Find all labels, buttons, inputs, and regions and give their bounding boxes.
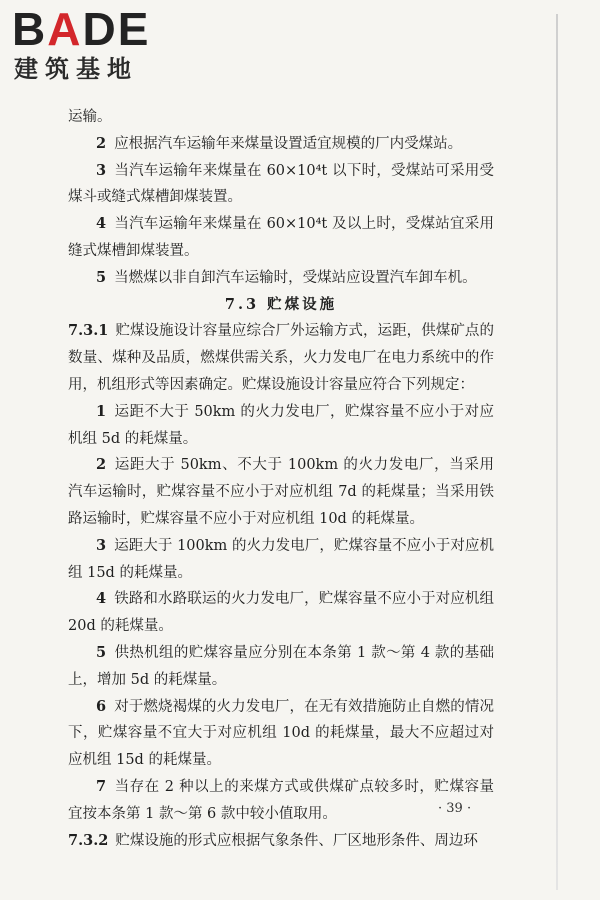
paragraph-item-2 [68, 131, 494, 158]
item-number: 5 [96, 643, 107, 661]
clause-number: 7.3.2 [68, 831, 109, 849]
page-number: · 39 · [438, 801, 472, 816]
paragraph-item-4 [68, 211, 494, 265]
item-number: 4 [96, 590, 107, 608]
item-text: 运距大于 50km、不大于 100km 的火力发电厂，当采用汽车运输时，贮煤容量不应小于对应机组 7d 的耗煤量；当采用铁路运输时，贮煤容量不应小于对应机组 10d 的耗煤量。 [68, 457, 494, 527]
clause-item-7 [68, 774, 494, 828]
item-number: 5 [96, 268, 107, 286]
paragraph-text: 应根据汽车运输年来煤量设置适宜规模的厂内受煤站。 [114, 135, 463, 152]
brand-logo [12, 4, 182, 84]
clause-item-6 [68, 694, 494, 774]
clause-item-1 [68, 399, 494, 453]
item-number: 1 [96, 402, 107, 420]
item-text: 供热机组的贮煤容量应分别在本条第 1 款～第 4 款的基础上，增加 5d 的耗煤量。 [68, 644, 494, 688]
logo-wordmark [12, 4, 182, 54]
logo-letter-a: A [47, 3, 83, 55]
paragraph-text: 运输。 [68, 109, 112, 125]
item-text: 铁路和水路联运的火力发电厂，贮煤容量不应小于对应机组 20d 的耗煤量。 [68, 591, 494, 635]
clause-7-3-2 [68, 828, 494, 855]
paragraph-item-3 [68, 158, 494, 212]
clause-item-3 [68, 533, 494, 587]
clause-number: 7.3.1 [68, 322, 109, 340]
item-number: 4 [96, 215, 107, 233]
item-text: 运距大于 100km 的火力发电厂，贮煤容量不应小于对应机组 15d 的耗煤量。 [68, 537, 494, 581]
clause-text: 贮煤设施的形式应根据气象条件、厂区地形条件、周边环 [115, 832, 478, 849]
logo-letters-de: DE [82, 3, 151, 55]
item-number: 3 [96, 161, 107, 179]
item-number: 2 [96, 456, 107, 474]
clause-item-2 [68, 452, 494, 532]
paragraph-text: 当燃煤以非自卸汽车运输时，受煤站应设置汽车卸车机。 [114, 269, 477, 286]
paragraph-continuation [68, 104, 494, 131]
item-number: 6 [96, 697, 107, 715]
page-binding-edge [556, 14, 558, 890]
paragraph-text: 当汽车运输年来煤量在 60×10⁴t 以下时，受煤站可采用受煤斗或缝式煤槽卸煤装置。 [68, 162, 494, 206]
logo-subtitle: 建筑基地 [14, 55, 138, 83]
paragraph-text: 当汽车运输年来煤量在 60×10⁴t 及以上时，受煤站宜采用缝式煤槽卸煤装置。 [68, 216, 494, 259]
logo-letter-b: B [12, 3, 48, 55]
clause-7-3-1 [68, 318, 494, 398]
document-body [68, 104, 494, 854]
clause-text: 贮煤设施设计容量应综合厂外运输方式，运距，供煤矿点的数量、煤种及品质，燃煤供需关系，火力发电厂在电力系统中的作用，机组形式等因素确定。贮煤设施设计容量应符合下列规定： [68, 323, 494, 393]
item-number: 3 [96, 536, 107, 554]
item-number: 2 [96, 134, 107, 152]
item-text: 运距不大于 50km 的火力发电厂，贮煤容量不应小于对应机组 5d 的耗煤量。 [68, 403, 494, 447]
item-number: 7 [96, 777, 107, 795]
clause-item-4 [68, 586, 494, 640]
item-text: 对于燃烧褐煤的火力发电厂，在无有效措施防止自燃的情况下，贮煤容量不宜大于对应机组 10d 的耗煤量，最大不应超过对应机组 15d 的耗煤量。 [68, 698, 494, 769]
clause-item-5 [68, 640, 494, 694]
item-text: 当存在 2 种以上的来煤方式或供煤矿点较多时，贮煤容量宜按本条第 1 款～第 6 款中较小值取用。 [68, 778, 494, 822]
paragraph-item-5 [68, 265, 494, 292]
section-title: 7.3 贮煤设施 [224, 295, 338, 313]
